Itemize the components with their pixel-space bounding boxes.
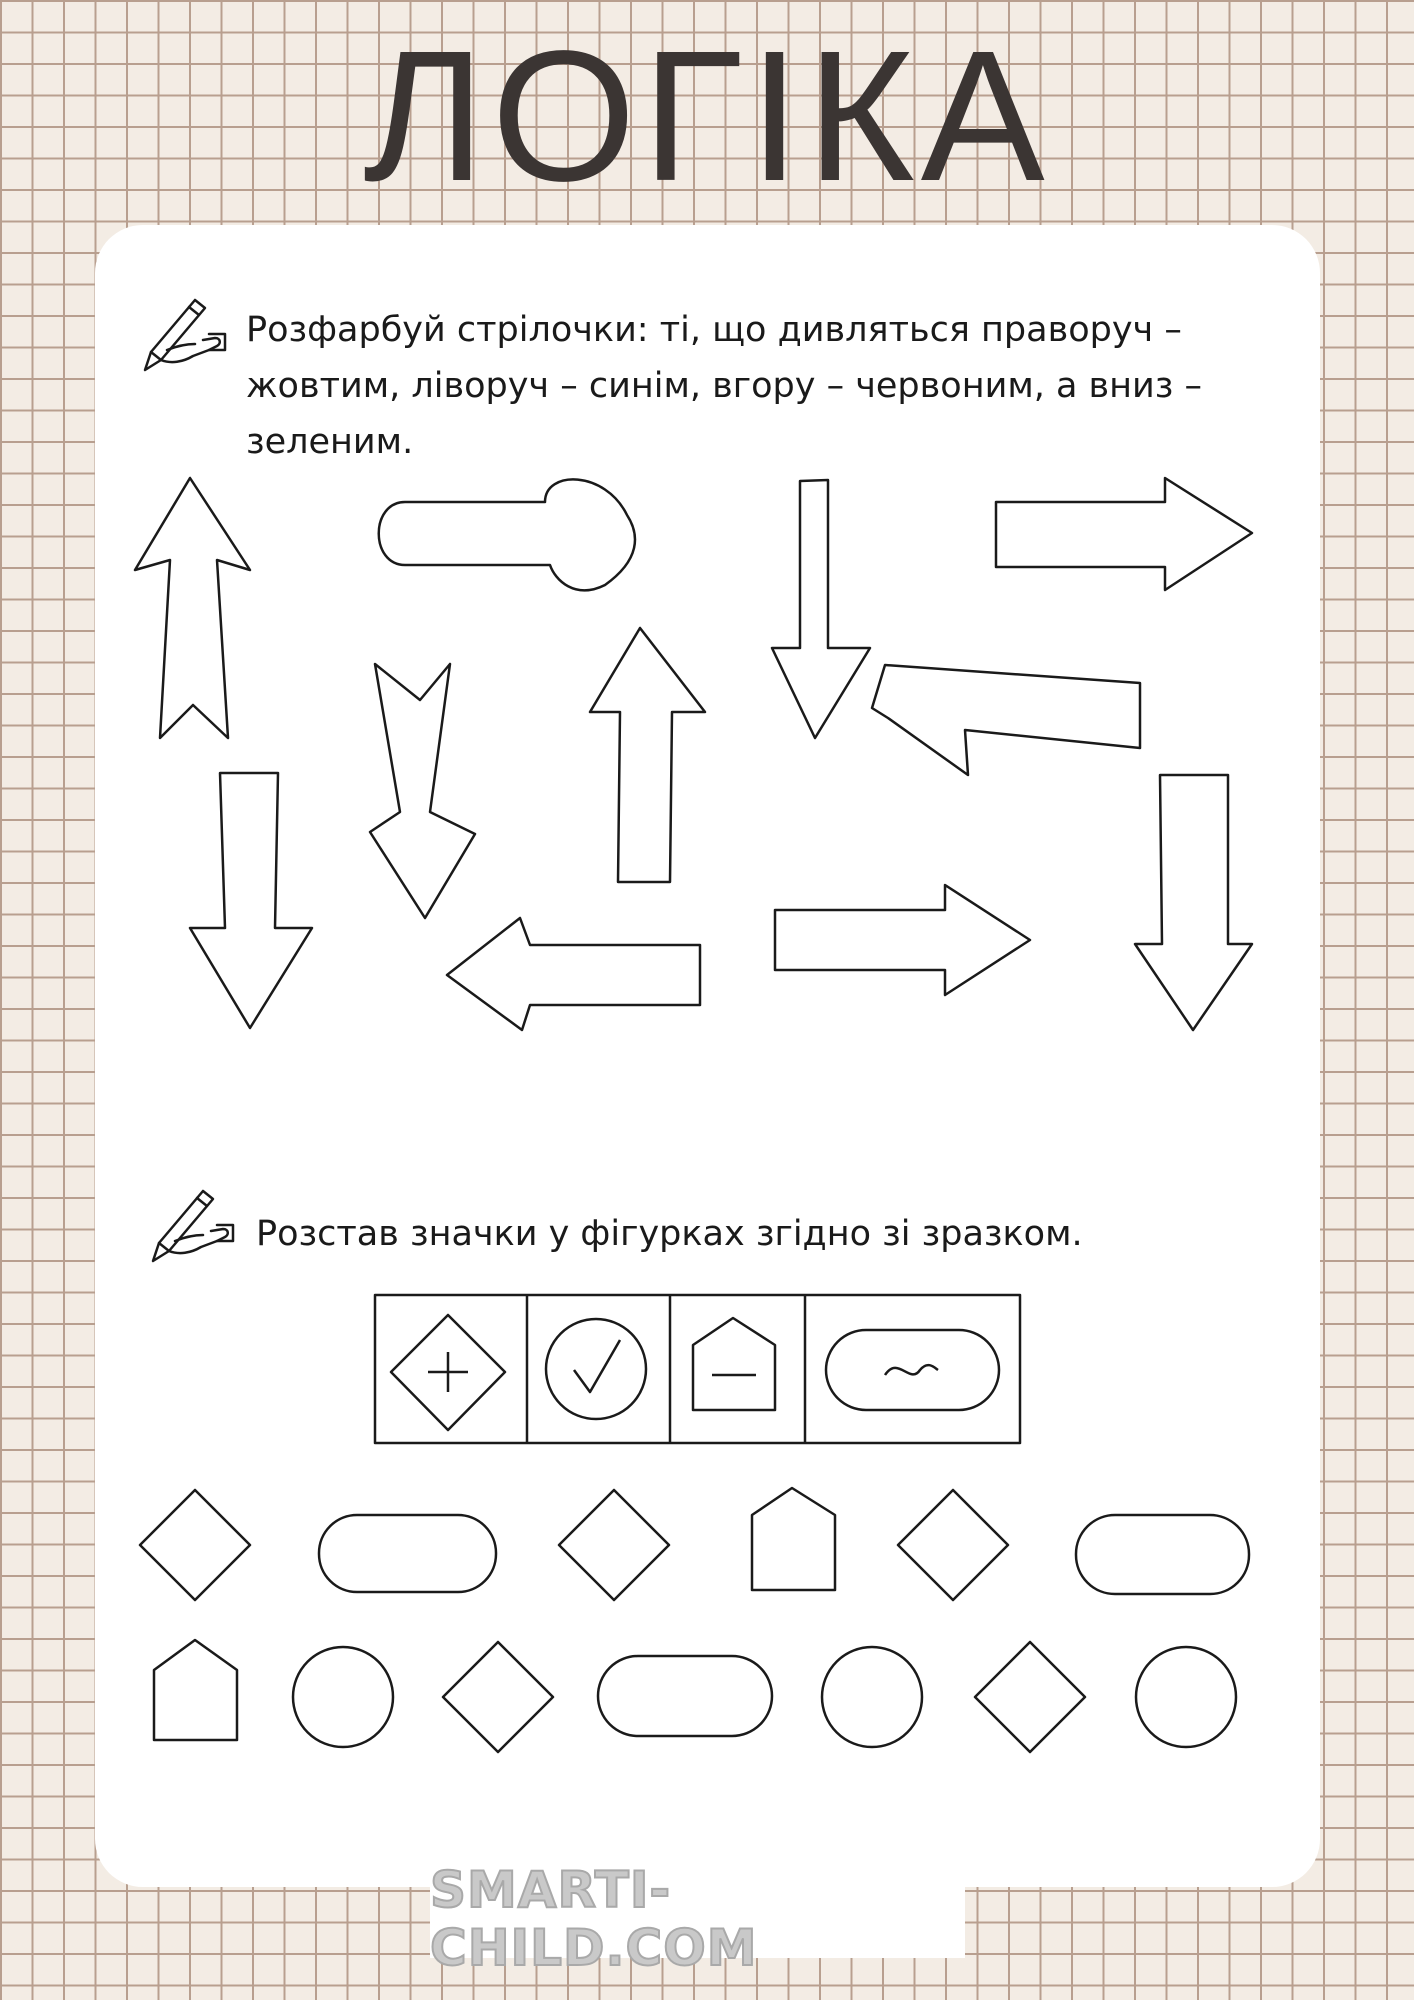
- circle-shape: [293, 1647, 393, 1747]
- circle-shape: [1136, 1647, 1236, 1747]
- diamond-shape: [898, 1490, 1008, 1600]
- page-title: ЛОГІКА: [363, 13, 1051, 220]
- diamond-shape: [443, 1642, 553, 1752]
- task2-instruction: Розстав значки у фігурках згідно зі зразком.: [256, 1214, 1083, 1254]
- circle-shape: [822, 1647, 922, 1747]
- house-shape: [154, 1640, 237, 1740]
- pill-shape: [1076, 1515, 1249, 1594]
- diamond-shape: [140, 1490, 250, 1600]
- watermark: [430, 1861, 965, 1977]
- diamond-shape: [975, 1642, 1085, 1752]
- pill-shape: [598, 1656, 772, 1736]
- watermark-text: SMARTI-CHILD.COM: [430, 1861, 758, 1977]
- legend-pill-tilde: [826, 1330, 999, 1410]
- pill-shape: [319, 1515, 496, 1592]
- task1-instruction: Розфарбуй стрілочки: ті, що дивляться праворуч – жовтим, ліворуч – синім, вгору – червоним, а вниз – зеленим.: [246, 310, 1203, 462]
- legend-circle-check: [546, 1319, 646, 1419]
- diamond-shape: [559, 1490, 669, 1600]
- house-shape: [752, 1488, 835, 1590]
